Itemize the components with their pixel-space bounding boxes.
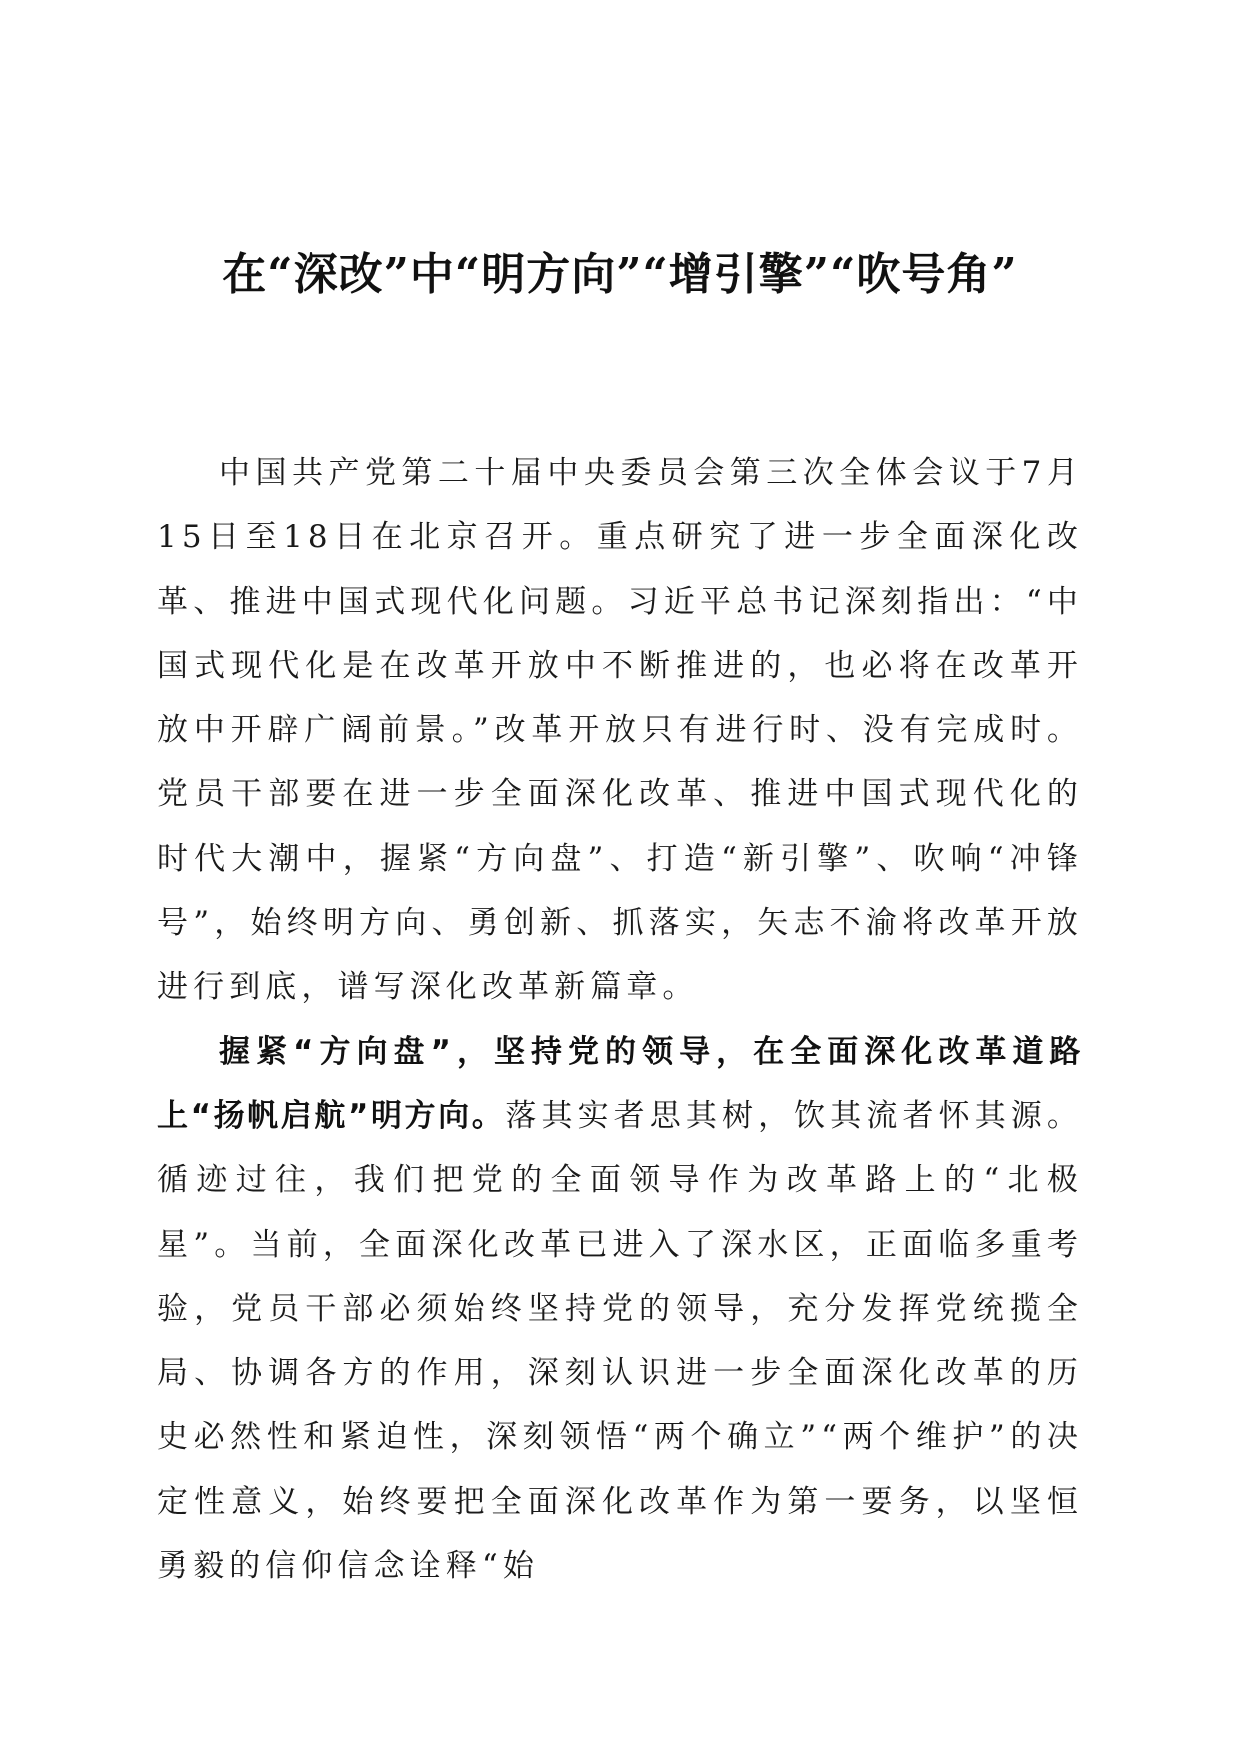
section-1-lead: 握紧“方向盘”，坚持党的领导，在全面深化改革道路上“扬帆启航”明方向。 <box>157 1033 1083 1134</box>
paragraph-intro-text: 中国共产党第二十届中央委员会第三次全体会议于7月15日至18日在北京召开。重点研究了进一步全面深化改革、推进中国式现代化问题。习近平总书记深刻指出：“中国式现代化是在改革开放中不断推进的，也必将在改革开放中开辟广阔前景。”改革开放只有进行时、没有完成时。党员干部要在进一步全面深化改革、推进中国式现代化的时代大潮中，握紧“方向盘”、打造“新引擎”、吹响“冲锋号”，始终明方向、勇创新、抓落实，矢志不渝将改革开放进行到底，谱写深化改革新篇章。 <box>157 455 1083 1006</box>
paragraph-intro <box>157 441 1083 1020</box>
document-title: 在“深改”中“明方向”“增引擎”“吹号角” <box>222 249 1018 300</box>
document-body <box>157 441 1083 1598</box>
paragraph-section-1 <box>157 1020 1083 1599</box>
section-1-text: 落其实者思其树，饮其流者怀其源。循迹过往，我们把党的全面领导作为改革路上的“北极星”。当前，全面深化改革已进入了深水区，正面临多重考验，党员干部必须始终坚持党的领导，充分发挥党统揽全局、协调各方的作用，深刻认识进一步全面深化改革的历史必然性和紧迫性，深刻领悟“两个确立”“两个维护”的决定性意义，始终要把全面深化改革作为第一要务，以坚恒勇毅的信仰信念诠释“始 <box>157 1097 1083 1585</box>
